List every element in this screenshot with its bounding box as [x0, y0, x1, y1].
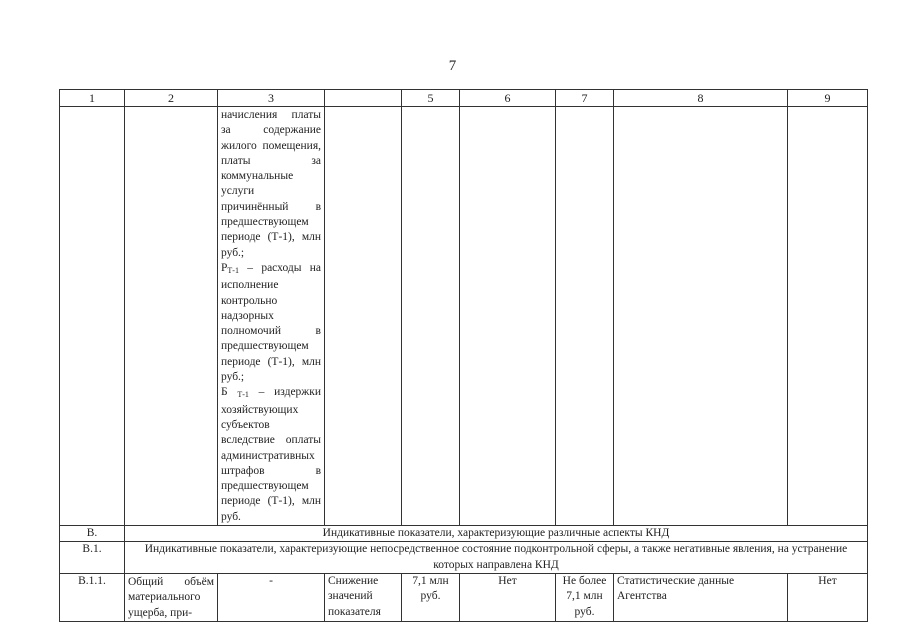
subscript: Т-1 — [237, 390, 249, 400]
table-cell — [325, 107, 402, 526]
table-cell — [556, 107, 614, 526]
symbol: Б — [221, 386, 238, 399]
table-row — [60, 573, 868, 621]
table-cell — [788, 107, 868, 526]
section-code: В. — [60, 526, 125, 542]
indicator-target: Снижение значений показателя — [325, 573, 402, 621]
indicator-col9: Нет — [788, 573, 868, 621]
indicator-col6: Нет — [460, 573, 556, 621]
symbol: Р — [221, 261, 228, 274]
formula-description-cell — [218, 107, 325, 526]
table-cell — [460, 107, 556, 526]
definition-text: – издержки хозяйствующих субъектов вследствие оплаты административных штрафов в предшествующем периоде (Т-1), млн руб. — [221, 386, 321, 523]
definition-text: – расходы на исполнение контрольно надзорных полномочий в предшествующем периоде (Т-1), млн руб.; — [221, 261, 321, 384]
description-paragraph: начисления платы за содержание жилого помещения, платы за коммунальные услуги причинённый в предшествующем периоде (Т-1), млн руб.; — [221, 109, 321, 259]
indicators-table — [59, 89, 868, 622]
subsection-row — [60, 542, 868, 574]
subsection-code: В.1. — [60, 542, 125, 574]
header-cell: 3 — [218, 90, 325, 107]
header-cell: 7 — [556, 90, 614, 107]
header-cell: 1 — [60, 90, 125, 107]
table-cell — [125, 107, 218, 526]
header-cell: 6 — [460, 90, 556, 107]
header-cell: 5 — [402, 90, 460, 107]
description-paragraph — [221, 261, 321, 385]
indicator-name: Общий объём материального ущерба, при- — [125, 573, 218, 621]
indicator-code: В.1.1. — [60, 573, 125, 621]
table-cell — [60, 107, 125, 526]
indicator-formula: - — [218, 573, 325, 621]
header-cell: 8 — [614, 90, 788, 107]
section-row — [60, 526, 868, 542]
subscript: Т-1 — [227, 265, 239, 275]
header-cell: 2 — [125, 90, 218, 107]
table-cell — [402, 107, 460, 526]
header-cell — [325, 90, 402, 107]
subsection-title: Индикативные показатели, характеризующие непосредственное состояние подконтрольной сферы, а также негативные явления, на устранение которых направлена КНД — [125, 542, 868, 574]
table-header-row — [60, 90, 868, 107]
description-paragraph — [221, 385, 321, 525]
indicator-col7: Не более 7,1 млн руб. — [556, 573, 614, 621]
indicator-source: Статистические данные Агентства — [614, 573, 788, 621]
table-row — [60, 107, 868, 526]
page-number: 7 — [448, 58, 457, 74]
table-cell — [614, 107, 788, 526]
indicator-value: 7,1 млн руб. — [402, 573, 460, 621]
section-title: Индикативные показатели, характеризующие различные аспекты КНД — [125, 526, 868, 542]
header-cell: 9 — [788, 90, 868, 107]
